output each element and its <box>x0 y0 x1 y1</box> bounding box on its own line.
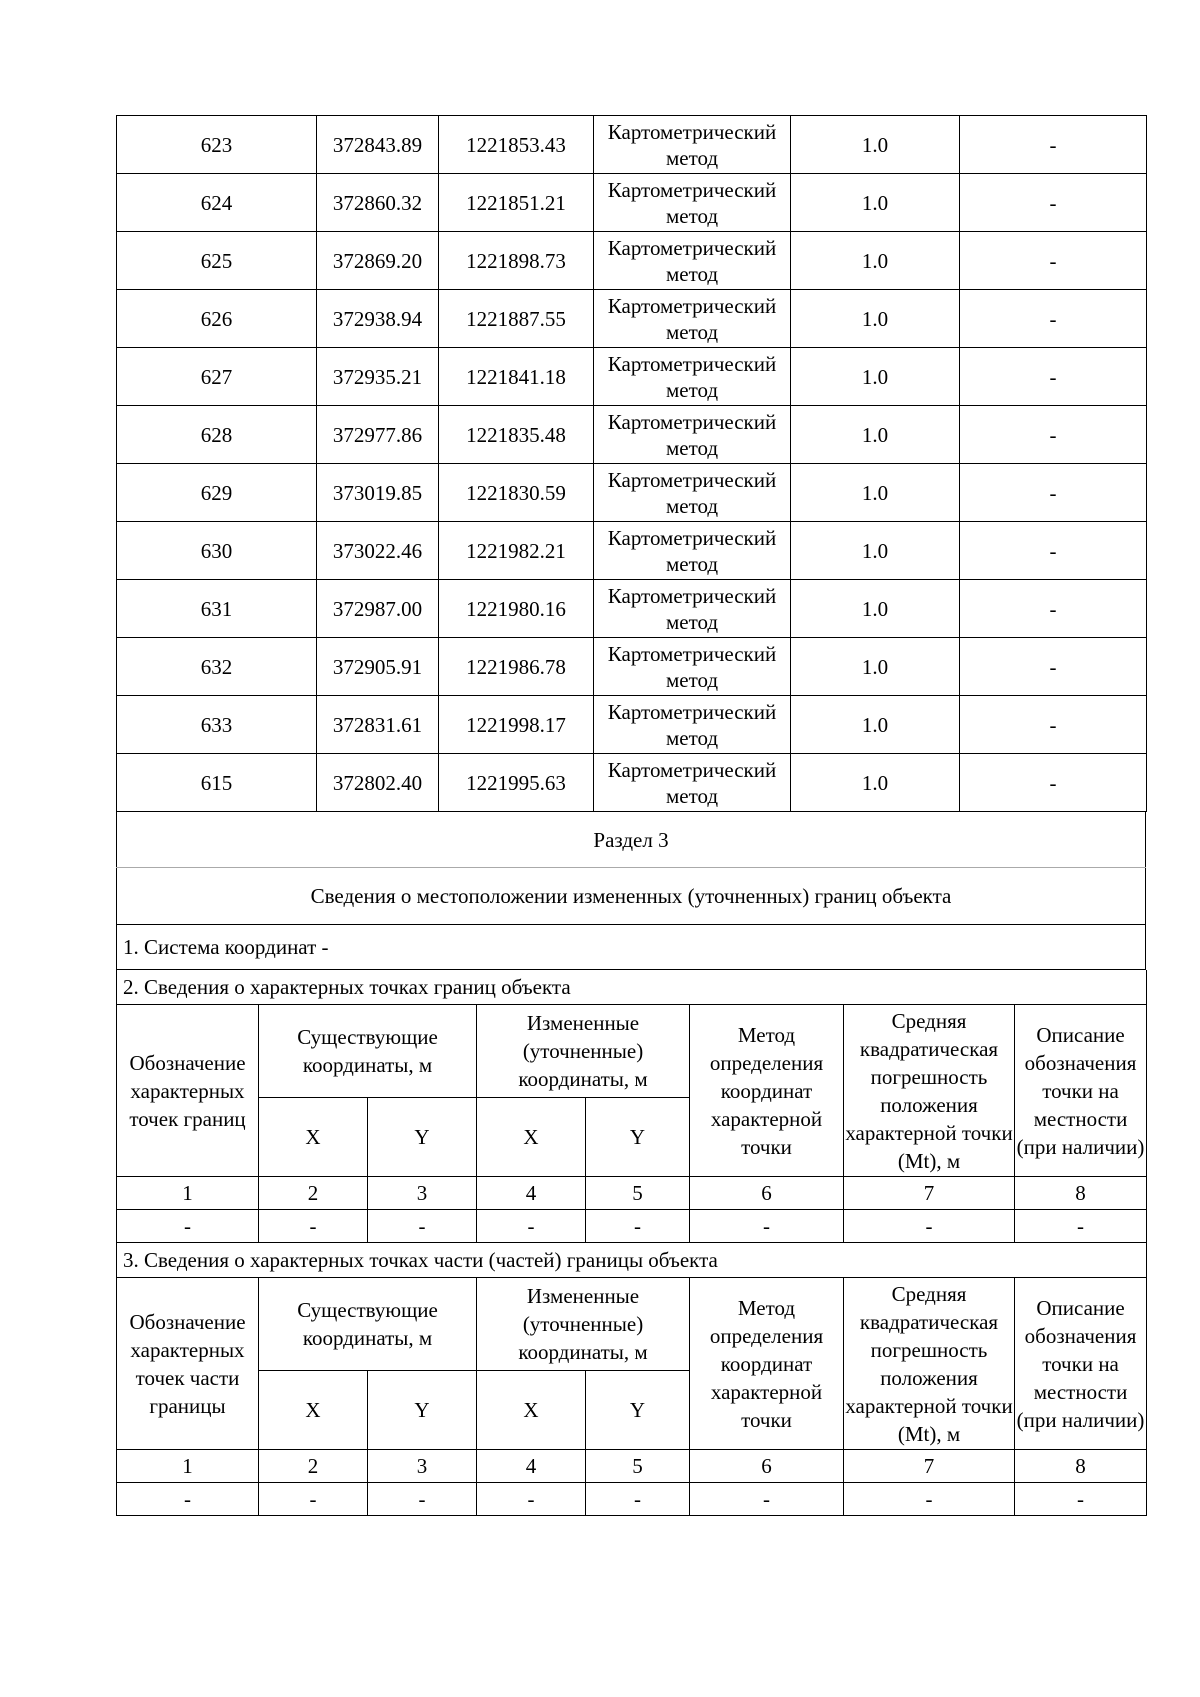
header-method: Метод определения координат характерной точки <box>690 1278 844 1450</box>
point-desc: - <box>960 406 1147 464</box>
table-row <box>117 522 1147 580</box>
point-x: 373019.85 <box>317 464 439 522</box>
col-number: 8 <box>1015 1177 1147 1210</box>
empty-cell: - <box>259 1210 368 1243</box>
col-number: 5 <box>586 1177 690 1210</box>
point-id: 633 <box>117 696 317 754</box>
point-x: 372987.00 <box>317 580 439 638</box>
part-boundary-points-table <box>116 1243 1147 1516</box>
point-desc: - <box>960 580 1147 638</box>
header-existing-x: X <box>259 1098 368 1177</box>
point-y: 1221851.21 <box>439 174 594 232</box>
empty-cell: - <box>690 1483 844 1516</box>
point-mt: 1.0 <box>791 116 960 174</box>
point-id: 625 <box>117 232 317 290</box>
point-x: 372938.94 <box>317 290 439 348</box>
header-existing-y: Y <box>368 1371 477 1450</box>
col-number: 8 <box>1015 1450 1147 1483</box>
point-y: 1221995.63 <box>439 754 594 812</box>
section-subtitle-row <box>117 868 1146 925</box>
point-mt: 1.0 <box>791 522 960 580</box>
point-desc: - <box>960 754 1147 812</box>
point-mt: 1.0 <box>791 348 960 406</box>
empty-cell: - <box>586 1483 690 1516</box>
col-number: 1 <box>117 1177 259 1210</box>
point-id: 627 <box>117 348 317 406</box>
point-method: Картометрический метод <box>594 464 791 522</box>
section-subtitle: Сведения о местоположении измененных (уточненных) границ объекта <box>117 868 1146 925</box>
col-number: 7 <box>844 1177 1015 1210</box>
empty-cell: - <box>477 1483 586 1516</box>
col-number: 3 <box>368 1450 477 1483</box>
coord-system-row <box>117 925 1146 970</box>
point-desc: - <box>960 638 1147 696</box>
point-x: 372905.91 <box>317 638 439 696</box>
section-3-table <box>116 812 1146 970</box>
point-desc: - <box>960 464 1147 522</box>
empty-cell: - <box>844 1210 1015 1243</box>
header-method: Метод определения координат характерной точки <box>690 1005 844 1177</box>
point-y: 1221841.18 <box>439 348 594 406</box>
header-changed: Измененные (уточненные) координаты, м <box>477 1005 690 1098</box>
point-desc: - <box>960 522 1147 580</box>
col-number: 6 <box>690 1450 844 1483</box>
point-method: Картометрический метод <box>594 696 791 754</box>
empty-cell: - <box>1015 1483 1147 1516</box>
point-id: 629 <box>117 464 317 522</box>
header-existing: Существующие координаты, м <box>259 1278 477 1371</box>
point-desc: - <box>960 696 1147 754</box>
point-mt: 1.0 <box>791 290 960 348</box>
point-method: Картометрический метод <box>594 290 791 348</box>
point-mt: 1.0 <box>791 696 960 754</box>
section-title-row <box>117 812 1146 868</box>
header-designation: Обозначение характерных точек границ <box>117 1005 259 1177</box>
header-existing: Существующие координаты, м <box>259 1005 477 1098</box>
point-desc: - <box>960 232 1147 290</box>
empty-cell: - <box>259 1483 368 1516</box>
empty-cell: - <box>690 1210 844 1243</box>
point-id: 623 <box>117 116 317 174</box>
point-id: 630 <box>117 522 317 580</box>
point-method: Картометрический метод <box>594 580 791 638</box>
point-method: Картометрический метод <box>594 522 791 580</box>
col-number: 7 <box>844 1450 1015 1483</box>
header-existing-y: Y <box>368 1098 477 1177</box>
col-number: 4 <box>477 1450 586 1483</box>
table2-title: 2. Сведения о характерных точках границ объекта <box>117 970 1147 1005</box>
point-method: Картометрический метод <box>594 348 791 406</box>
point-x: 372935.21 <box>317 348 439 406</box>
empty-cell: - <box>368 1210 477 1243</box>
point-mt: 1.0 <box>791 464 960 522</box>
table-row <box>117 174 1147 232</box>
point-x: 372869.20 <box>317 232 439 290</box>
point-method: Картометрический метод <box>594 754 791 812</box>
boundary-points-table <box>116 970 1147 1243</box>
point-desc: - <box>960 116 1147 174</box>
col-number: 1 <box>117 1450 259 1483</box>
point-y: 1221898.73 <box>439 232 594 290</box>
empty-cell: - <box>368 1483 477 1516</box>
section-title: Раздел 3 <box>117 812 1146 868</box>
table-row <box>117 290 1147 348</box>
header-desc: Описание обозначения точки на местности (при наличии) <box>1015 1005 1147 1177</box>
empty-cell: - <box>844 1483 1015 1516</box>
point-method: Картометрический метод <box>594 174 791 232</box>
header-desc: Описание обозначения точки на местности (при наличии) <box>1015 1278 1147 1450</box>
point-id: 626 <box>117 290 317 348</box>
point-mt: 1.0 <box>791 406 960 464</box>
point-id: 632 <box>117 638 317 696</box>
point-id: 631 <box>117 580 317 638</box>
header-changed-y: Y <box>586 1098 690 1177</box>
table-row <box>117 696 1147 754</box>
col-number: 4 <box>477 1177 586 1210</box>
table-row <box>117 464 1147 522</box>
empty-cell: - <box>1015 1210 1147 1243</box>
coord-system: 1. Система координат - <box>117 925 1146 970</box>
point-desc: - <box>960 174 1147 232</box>
table-row <box>117 406 1147 464</box>
header-changed-x: X <box>477 1371 586 1450</box>
point-y: 1221980.16 <box>439 580 594 638</box>
point-id: 615 <box>117 754 317 812</box>
point-x: 372977.86 <box>317 406 439 464</box>
point-y: 1221835.48 <box>439 406 594 464</box>
col-number: 2 <box>259 1450 368 1483</box>
point-y: 1221986.78 <box>439 638 594 696</box>
point-mt: 1.0 <box>791 754 960 812</box>
point-x: 372843.89 <box>317 116 439 174</box>
point-y: 1221830.59 <box>439 464 594 522</box>
table-row <box>117 232 1147 290</box>
points-table <box>116 115 1147 812</box>
header-designation: Обозначение характерных точек части границы <box>117 1278 259 1450</box>
table3-title: 3. Сведения о характерных точках части (частей) границы объекта <box>117 1243 1147 1278</box>
table-row <box>117 116 1147 174</box>
point-mt: 1.0 <box>791 580 960 638</box>
point-y: 1221982.21 <box>439 522 594 580</box>
point-method: Картометрический метод <box>594 638 791 696</box>
point-method: Картометрический метод <box>594 406 791 464</box>
point-method: Картометрический метод <box>594 232 791 290</box>
header-changed: Измененные (уточненные) координаты, м <box>477 1278 690 1371</box>
empty-cell: - <box>117 1210 259 1243</box>
table-row <box>117 638 1147 696</box>
point-mt: 1.0 <box>791 638 960 696</box>
point-y: 1221998.17 <box>439 696 594 754</box>
header-existing-x: X <box>259 1371 368 1450</box>
table-row <box>117 754 1147 812</box>
empty-cell: - <box>117 1483 259 1516</box>
header-changed-x: X <box>477 1098 586 1177</box>
empty-cell: - <box>586 1210 690 1243</box>
point-desc: - <box>960 290 1147 348</box>
col-number: 3 <box>368 1177 477 1210</box>
col-number: 5 <box>586 1450 690 1483</box>
point-y: 1221887.55 <box>439 290 594 348</box>
point-y: 1221853.43 <box>439 116 594 174</box>
point-desc: - <box>960 348 1147 406</box>
point-x: 372802.40 <box>317 754 439 812</box>
point-method: Картометрический метод <box>594 116 791 174</box>
header-mt: Средняя квадратическая погрешность положения характерной точки (Mt), м <box>844 1278 1015 1450</box>
header-changed-y: Y <box>586 1371 690 1450</box>
point-mt: 1.0 <box>791 232 960 290</box>
point-mt: 1.0 <box>791 174 960 232</box>
col-number: 2 <box>259 1177 368 1210</box>
point-x: 373022.46 <box>317 522 439 580</box>
col-number: 6 <box>690 1177 844 1210</box>
point-x: 372860.32 <box>317 174 439 232</box>
document-page <box>116 115 1146 1516</box>
empty-cell: - <box>477 1210 586 1243</box>
point-x: 372831.61 <box>317 696 439 754</box>
table-row <box>117 580 1147 638</box>
point-id: 628 <box>117 406 317 464</box>
point-id: 624 <box>117 174 317 232</box>
header-mt: Средняя квадратическая погрешность положения характерной точки (Mt), м <box>844 1005 1015 1177</box>
table-row <box>117 348 1147 406</box>
